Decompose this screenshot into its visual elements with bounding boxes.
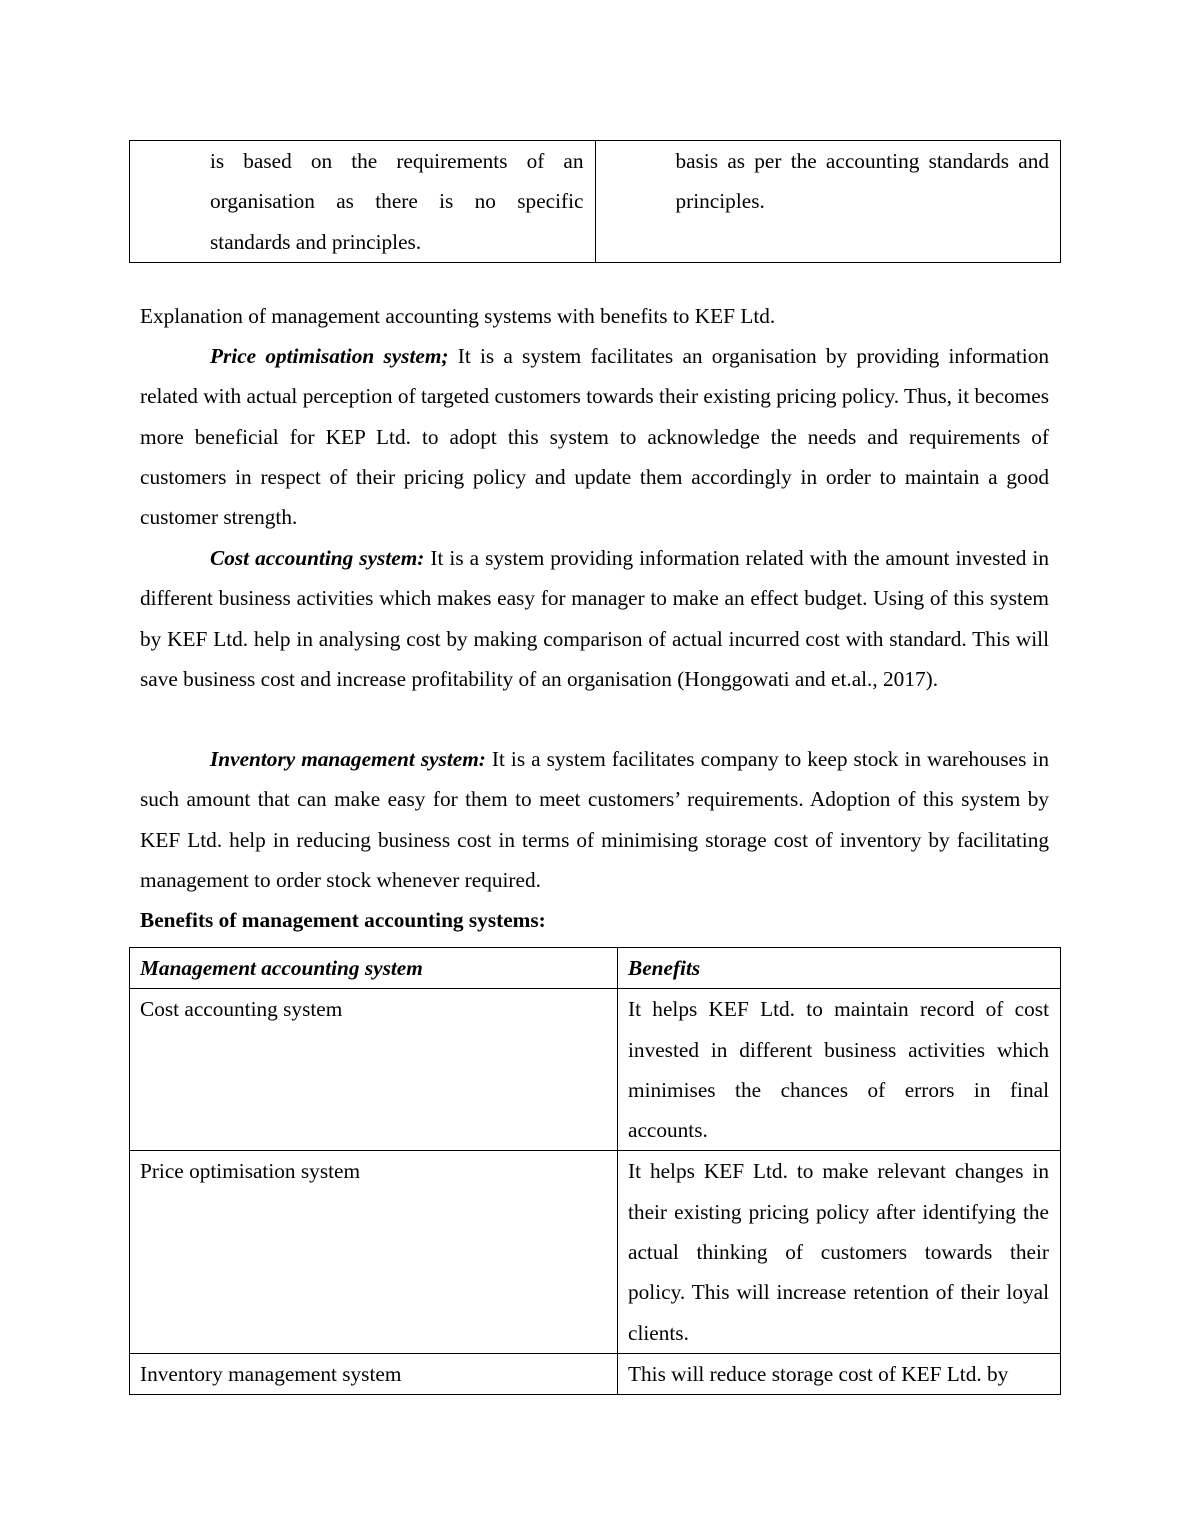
table-row [130, 1353, 1061, 1394]
inventory-management-paragraph [140, 739, 1049, 900]
benefits-table [129, 947, 1061, 1395]
table-row [130, 989, 1061, 1151]
benefit-cell: This will reduce storage cost of KEF Ltd. by [618, 1353, 1061, 1394]
section-term: Price optimisation system; [210, 344, 449, 368]
system-cell: Price optimisation system [130, 1151, 618, 1353]
section-text: It is a system facilitates company to keep stock in warehouses in such amount that can make easy for them to meet customers’ requirements. Adoption of this system by KEF Ltd. help in reducing business cost in terms of minimising storage cost of inventory by facilitating management to order stock whenever required. [140, 747, 1049, 892]
table-cell-left: is based on the requirements of an organisation as there is no specific standards and principles. [130, 141, 596, 263]
table-row [130, 1151, 1061, 1353]
system-cell: Inventory management system [130, 1353, 618, 1394]
table-row [130, 141, 1061, 263]
benefit-cell: It helps KEF Ltd. to make relevant changes in their existing pricing policy after identifying the actual thinking of customers towards their policy. This will increase retention of their loyal clients. [618, 1151, 1061, 1353]
intro-paragraph: Explanation of management accounting systems with benefits to KEF Ltd. [140, 304, 776, 328]
benefits-heading: Benefits of management accounting systems: [140, 908, 546, 932]
system-cell: Cost accounting system [130, 989, 618, 1151]
cost-accounting-paragraph [140, 538, 1049, 699]
header-cell-benefits: Benefits [618, 948, 1061, 989]
section-term: Inventory management system: [210, 747, 486, 771]
benefit-cell: It helps KEF Ltd. to maintain record of cost invested in different business activities which minimises the chances of errors in final accounts. [618, 989, 1061, 1151]
continued-comparison-table [129, 140, 1061, 263]
section-text: It is a system providing information related with the amount invested in different business activities which makes easy for manager to make an effect budget. Using of this system by KEF Ltd. help in analysing cost by making comparison of actual incurred cost with standard. This will save business cost and increase profitability of an organisation (Honggowati and et.al., 2017). [140, 546, 1050, 691]
header-cell-system: Management accounting system [130, 948, 618, 989]
table-header-row [130, 948, 1061, 989]
section-text: It is a system facilitates an organisation by providing information related with actual perception of targeted customers towards their existing pricing policy. Thus, it becomes more beneficial for KEP Ltd. to adopt this system to acknowledge the needs and requirements of customers in respect of their pricing policy and update them accordingly in order to maintain a good customer strength. [140, 344, 1049, 530]
table-cell-right: basis as per the accounting standards and principles. [595, 141, 1061, 263]
price-optimisation-paragraph [140, 336, 1049, 537]
section-term: Cost accounting system: [210, 546, 425, 570]
